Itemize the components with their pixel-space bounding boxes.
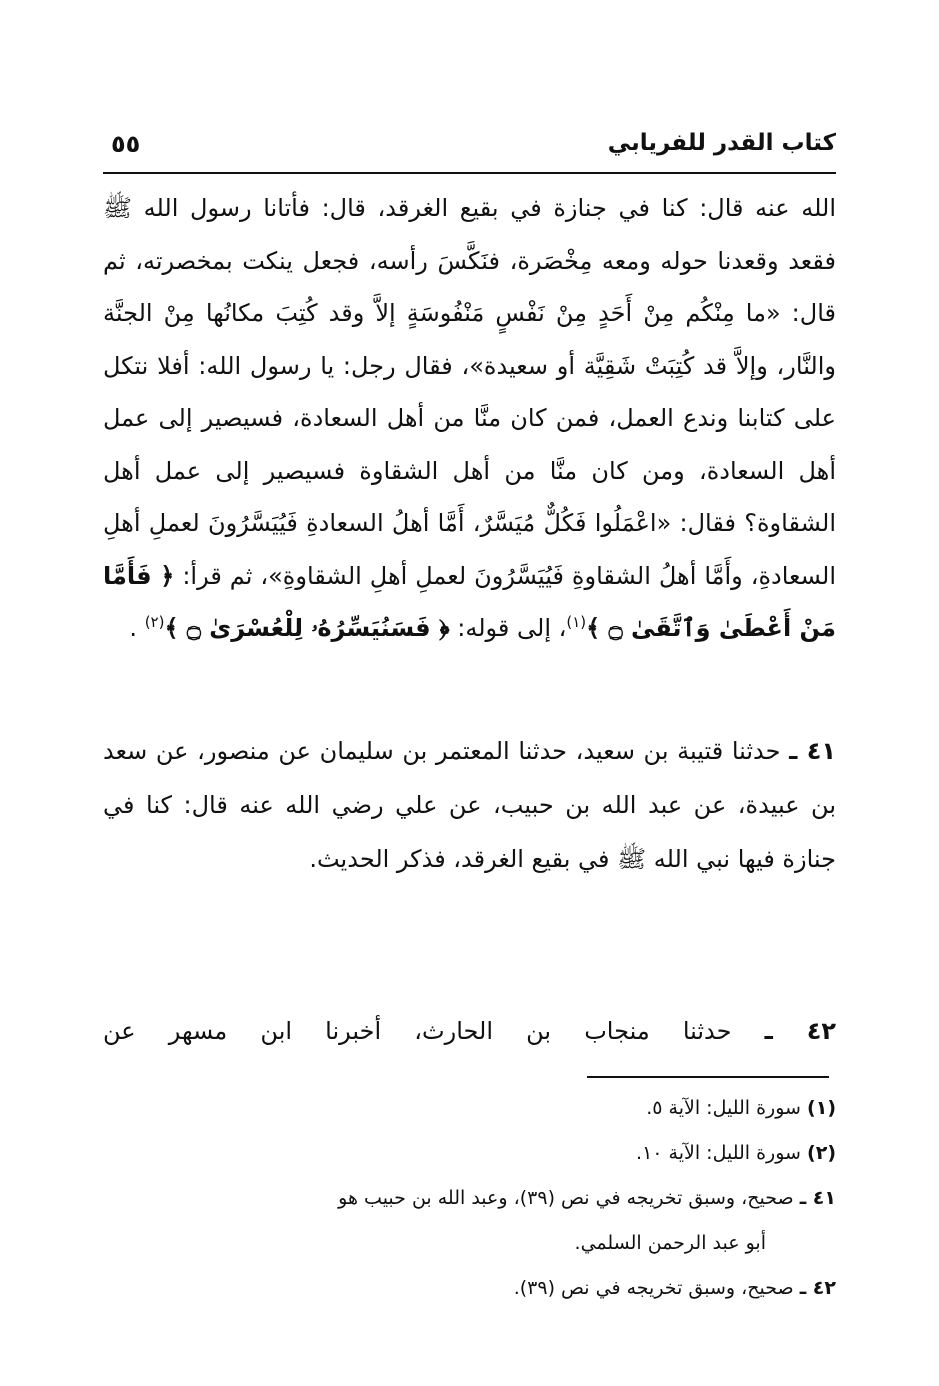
page-number: ٥٥ bbox=[111, 130, 141, 158]
footnote-1 bbox=[103, 1086, 836, 1131]
hadith-continuation-text: الله عنه قال: كنا في جنازة في بقيع الغرقد، قال: فأتانا رسول الله ﷺ فقعد وقعدنا حوله ومعه مِخْصَرة، فنَكَّسَ رأسه، فجعل ينكت بمخصرته، ثم قال: «ما مِنْكُم مِنْ أَحَدٍ مِنْ نَفْسٍ مَنْفُوسَةٍ إلاَّ وقد كُتِبَ مكانُها مِنْ الجنَّة والنَّار، وإلاَّ قد كُتِبَتْ شَقِيَّة أو سعيدة»، فقال رجل: يا رسول الله: أفلا نتكل على كتابنا وندع العمل، فمن كان منَّا من أهل السعادة، فسيصير إلى عمل أهل السعادة، ومن كان منَّا من أهل الشقاوة فسيصير إلى عمل أهل الشقاوة؟ فقال: «اعْمَلُوا فَكُلٌّ مُيَسَّرٌ، أَمَّا أهلُ السعادةِ فَيُيَسَّرُونَ لعملِ أهلِ السعادةِ، وأَمَّا أهلُ الشقاوةِ فَيُيَسَّرُونَ لعملِ أهلِ الشقاوةِ»، ثم قرأ: bbox=[103, 194, 837, 590]
footnote-42-text: صحيح، وسبق تخريجه في نص (٣٩). bbox=[513, 1277, 794, 1299]
footnote-42 bbox=[103, 1266, 836, 1311]
footnote-41-continuation: أبو عبد الرحمن السلمي. bbox=[574, 1232, 766, 1254]
footnote-2-label: (٢) bbox=[807, 1142, 836, 1164]
verse-connector: ، إلى قوله: bbox=[457, 614, 567, 642]
header-rule bbox=[103, 172, 836, 174]
running-title: كتاب القدر للفريابي bbox=[607, 130, 836, 156]
hadith-continuation-paragraph bbox=[103, 182, 836, 655]
quran-verse-1: ﴿ فَأَمَّا مَنْ أَعْطَىٰ وَٱتَّقَىٰ ۝ ﴾ bbox=[103, 561, 836, 642]
footnote-41 bbox=[103, 1176, 836, 1221]
footnote-separator bbox=[587, 1076, 829, 1078]
footnote-41-label: ٤١ ـ bbox=[799, 1187, 836, 1209]
hadith-42-number: ٤٢ ـ bbox=[764, 1017, 836, 1045]
paragraph-end-mark: . bbox=[129, 614, 138, 642]
footnote-1-text: سورة الليل: الآية ٥. bbox=[646, 1097, 801, 1119]
page-header bbox=[103, 128, 836, 168]
hadith-42 bbox=[103, 1004, 836, 1058]
footnote-ref-2: (٢) bbox=[144, 613, 165, 631]
footnote-42-label: ٤٢ ـ bbox=[799, 1277, 836, 1299]
hadith-41-text: حدثنا قتيبة بن سعيد، حدثنا المعتمر بن سليمان عن منصور، عن سعد بن عبيدة، عن عبد الله بن حبيب، عن علي رضي الله عنه قال: كنا في جنازة فيها نبي الله ﷺ في بقيع الغرقد، فذكر الحديث. bbox=[103, 737, 836, 873]
quran-verse-2: ﴿ فَسَنُيَسِّرُهُۥ لِلْعُسْرَىٰ ۝ ﴾ bbox=[164, 614, 450, 642]
footnotes bbox=[103, 1086, 836, 1311]
footnote-2-text: سورة الليل: الآية ١٠. bbox=[636, 1142, 801, 1164]
footnote-1-label: (١) bbox=[807, 1097, 836, 1119]
footnote-ref-1: (١) bbox=[566, 613, 587, 631]
footnote-41-text: صحيح، وسبق تخريجه في نص (٣٩)، وعبد الله بن حبيب هو bbox=[338, 1187, 794, 1209]
main-text-block bbox=[103, 182, 836, 655]
hadith-41 bbox=[103, 724, 836, 886]
hadith-41-number: ٤١ ـ bbox=[789, 737, 836, 765]
hadith-42-text: حدثنا منجاب بن الحارث، أخبرنا ابن مسهر عن bbox=[103, 1017, 732, 1045]
footnote-2 bbox=[103, 1131, 836, 1176]
